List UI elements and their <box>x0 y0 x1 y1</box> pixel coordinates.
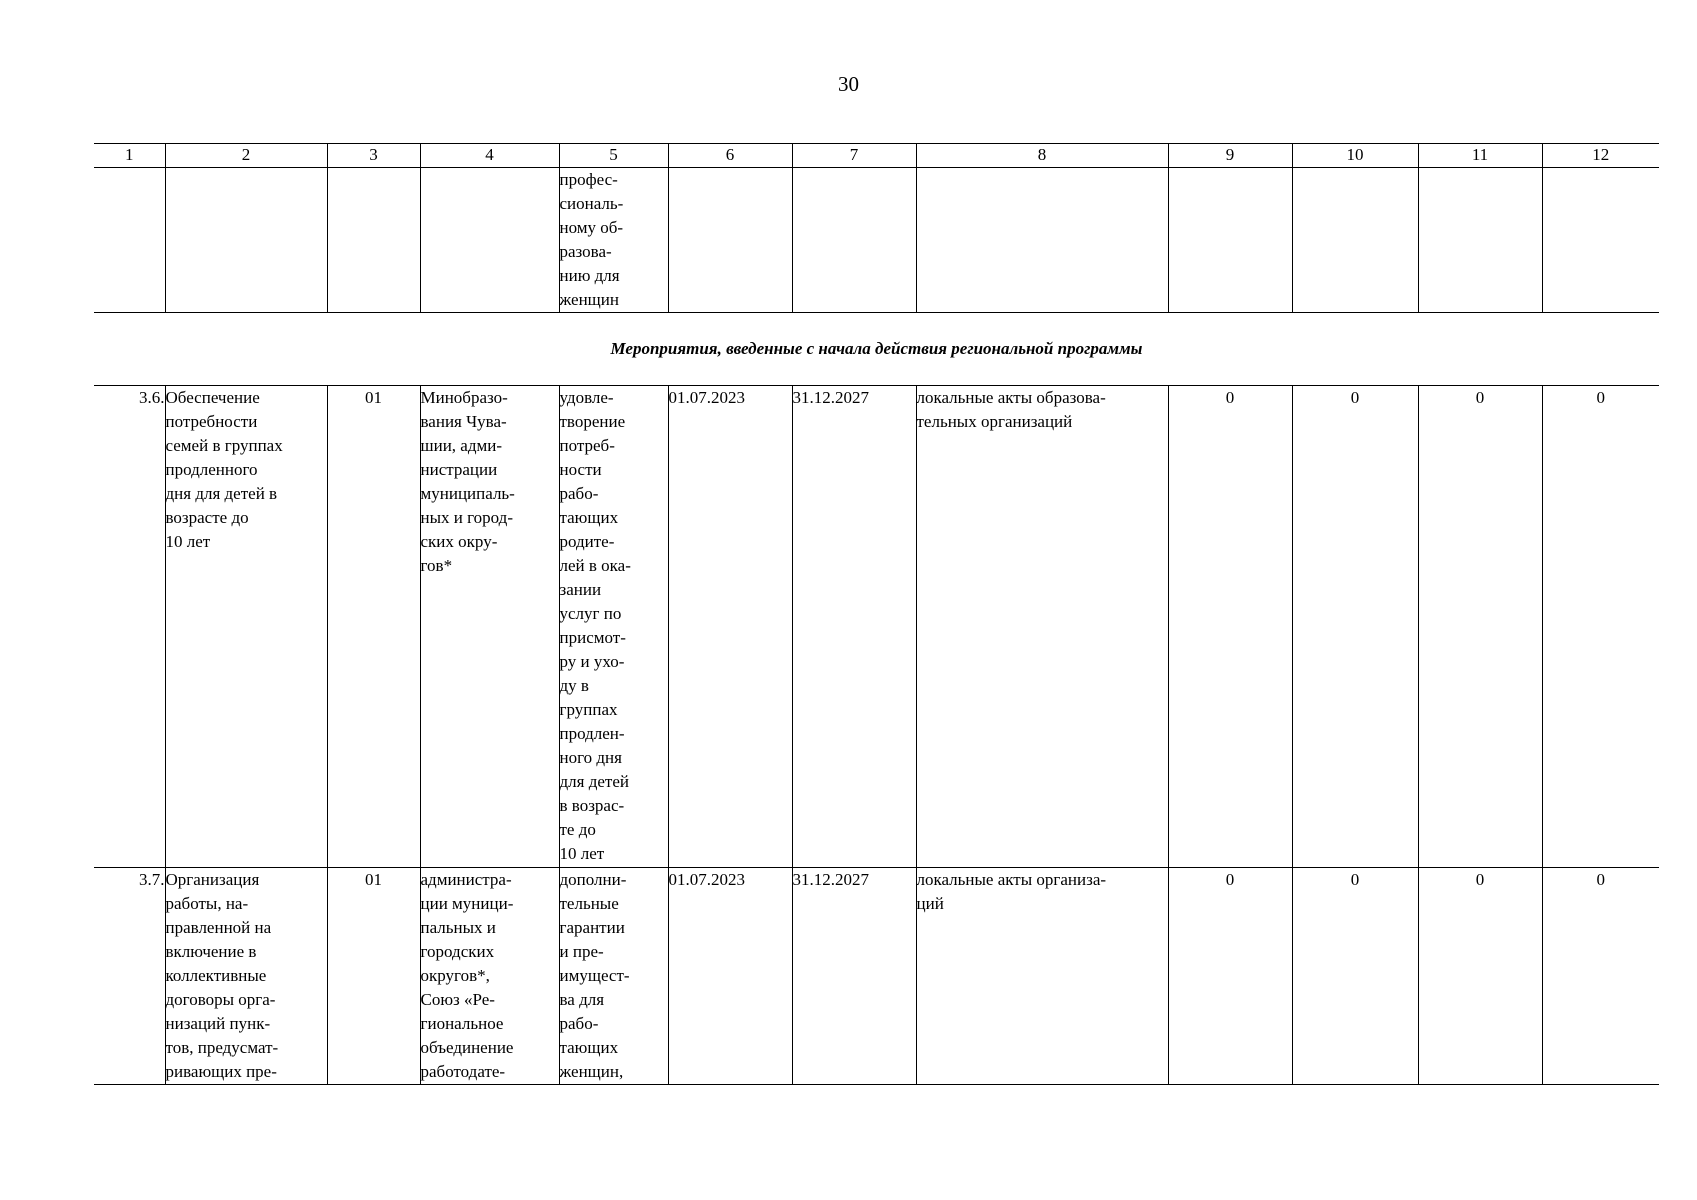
activity-name: Обеспечение потребности семей в группах продленного дня для детей в возрасте до 10 лет <box>165 386 327 868</box>
continuation-row <box>94 168 1659 313</box>
value-col11: 0 <box>1418 868 1542 1085</box>
value-col9: 0 <box>1168 868 1292 1085</box>
value-col12: 0 <box>1542 386 1659 868</box>
result-cell: дополни- тельные гарантии и пре- имущест- ва для рабо- тающих женщин, <box>559 868 668 1085</box>
continuation-result: профес- сиональ- ному об- разова- нию для женщин <box>559 168 668 313</box>
col-header-9: 9 <box>1168 144 1292 168</box>
row-index: 3.7. <box>94 868 165 1085</box>
value-col9: 0 <box>1168 386 1292 868</box>
value-col10: 0 <box>1292 386 1418 868</box>
program-table <box>94 143 1659 1085</box>
acts-cell: локальные акты организа- ций <box>916 868 1168 1085</box>
acts-cell: локальные акты образова- тельных организаций <box>916 386 1168 868</box>
col-header-6: 6 <box>668 144 792 168</box>
result-cell: удовле- творение потреб- ности рабо- тающих родите- лей в ока- зании услуг по присмот- ру и ухо- ду в группах продлен- ного дня для детей в возрас- те до 10 лет <box>559 386 668 868</box>
column-number-row <box>94 144 1659 168</box>
col-header-1: 1 <box>94 144 165 168</box>
page-number: 30 <box>838 72 859 96</box>
col-header-8: 8 <box>916 144 1168 168</box>
executor-cell: Минобразо- вания Чува- шии, адми- нистрации муниципаль- ных и город- ских окру- гов* <box>420 386 559 868</box>
start-date: 01.07.2023 <box>668 386 792 868</box>
value-col12: 0 <box>1542 868 1659 1085</box>
value-col11: 0 <box>1418 386 1542 868</box>
table-row <box>94 868 1659 1085</box>
executor-cell: администра- ции муници- пальных и городских округов*, Союз «Ре- гиональное объединение работодате- <box>420 868 559 1085</box>
section-title: Мероприятия, введенные с начала действия региональной программы <box>94 313 1659 386</box>
code-cell: 01 <box>327 868 420 1085</box>
section-row <box>94 313 1659 386</box>
col-header-12: 12 <box>1542 144 1659 168</box>
col-header-3: 3 <box>327 144 420 168</box>
start-date: 01.07.2023 <box>668 868 792 1085</box>
row-index: 3.6. <box>94 386 165 868</box>
col-header-10: 10 <box>1292 144 1418 168</box>
col-header-2: 2 <box>165 144 327 168</box>
col-header-5: 5 <box>559 144 668 168</box>
value-col10: 0 <box>1292 868 1418 1085</box>
table-row <box>94 386 1659 868</box>
col-header-11: 11 <box>1418 144 1542 168</box>
activity-name: Организация работы, на- правленной на включение в коллективные договоры орга- низаций пунк- тов, предусмат- ривающих пре- <box>165 868 327 1085</box>
end-date: 31.12.2027 <box>792 868 916 1085</box>
code-cell: 01 <box>327 386 420 868</box>
col-header-4: 4 <box>420 144 559 168</box>
col-header-7: 7 <box>792 144 916 168</box>
end-date: 31.12.2027 <box>792 386 916 868</box>
